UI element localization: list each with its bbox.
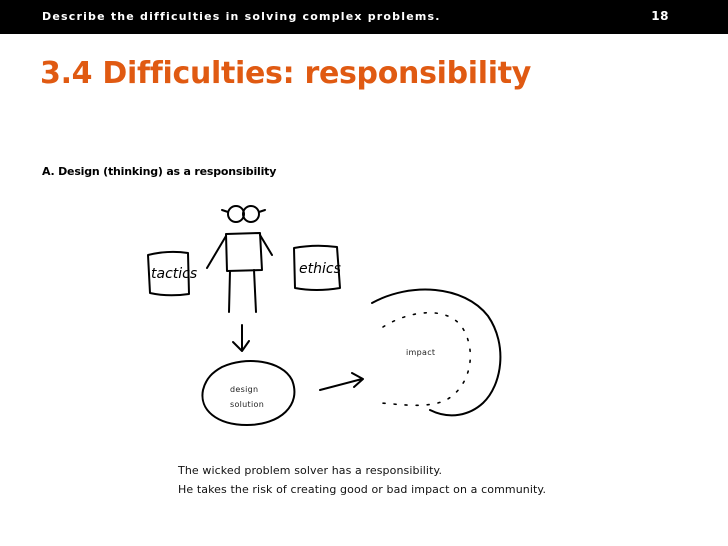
down-arrow xyxy=(233,325,249,351)
section-subheading: A. Design (thinking) as a responsibility xyxy=(42,165,277,178)
ethics-label: ethics xyxy=(299,261,341,277)
solution-label: solution xyxy=(230,400,265,409)
impact-dashed-arc xyxy=(380,313,470,406)
impact-outer-circle xyxy=(372,290,500,416)
slide-title: 3.4 Difficulties: responsibility xyxy=(40,56,532,91)
tactics-label: tactics xyxy=(151,266,198,282)
caption-line-1: The wicked problem solver has a responsibility. xyxy=(178,464,443,477)
caption-line-2: He takes the risk of creating good or bad impact on a community. xyxy=(178,483,547,496)
right-arrow xyxy=(320,373,363,390)
design-label: design xyxy=(230,385,259,394)
header-text: Describe the difficulties in solving complex problems. xyxy=(42,10,441,23)
person-figure xyxy=(207,206,272,312)
impact-label: impact xyxy=(406,348,436,357)
page-number: 18 xyxy=(651,9,669,23)
